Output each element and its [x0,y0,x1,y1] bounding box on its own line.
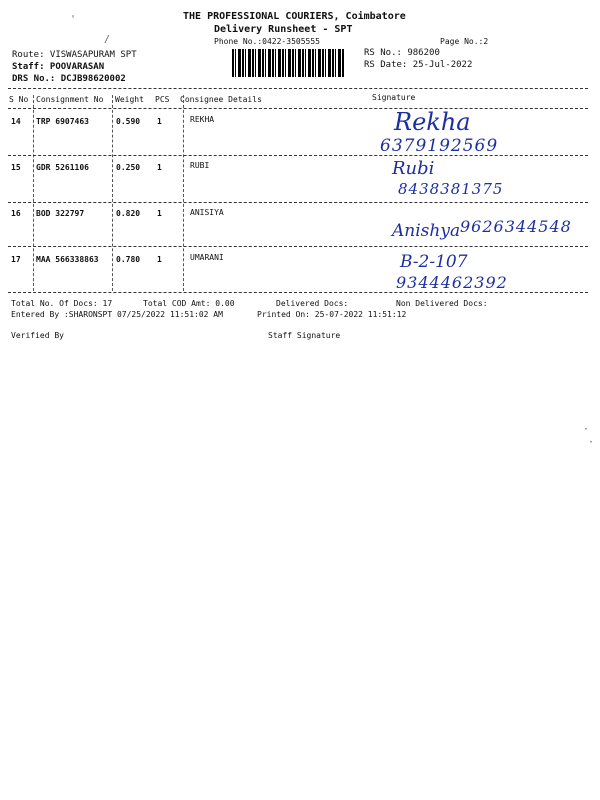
row-weight: 0.820 [116,209,141,218]
route: Route: VISWASAPURAM SPT [12,50,137,60]
table-top-rule [8,88,588,89]
scan-mark: ' [70,14,77,25]
row-consignee: ANISIYA [190,208,224,217]
row-pcs: 1 [157,163,162,172]
row-separator [8,155,588,156]
row-sno: 14 [11,117,21,126]
row-consignment: TRP 6907463 [36,117,89,126]
signature-phone: 9626344548 [460,217,572,236]
non-delivered-docs: Non Delivered Docs: [396,299,488,308]
row-weight: 0.250 [116,163,141,172]
row-consignment: GDR 5261106 [36,163,89,172]
col-sno: S No [9,95,29,104]
signature-phone: 6379192569 [380,136,499,156]
runsheet-title: Delivery Runsheet - SPT [214,24,353,35]
signature-phone: 8438381375 [398,180,504,198]
signature-name: B-2-107 [400,252,468,272]
col-weight: Weight [115,95,144,104]
row-sno: 16 [11,209,21,218]
row-consignment: MAA 566338863 [36,255,99,264]
signature-phone: 9344462392 [396,273,508,292]
column-divider [33,95,34,291]
staff: Staff: POOVARASAN [12,62,105,72]
total-cod: Total COD Amt: 0.00 [143,299,235,308]
barcode [232,49,344,77]
col-pcs: PCS [155,95,170,104]
header-rule [8,108,588,109]
drs-number: DRS No.: DCJB98620002 [12,74,126,84]
col-consignment: Consignment No [36,95,104,104]
phone-number: Phone No.:0422-3505555 [214,37,320,46]
row-consignee: REKHA [190,115,215,124]
entered-by: Entered By :SHARONSPT 07/25/2022 11:51:02 AM [11,310,223,319]
row-pcs: 1 [157,117,162,126]
row-separator [8,246,588,247]
col-signature: Signature [372,93,416,102]
row-consignment: BOD 322797 [36,209,85,218]
row-weight: 0.780 [116,255,141,264]
total-docs: Total No. Of Docs: 17 [11,299,113,308]
row-sno: 17 [11,255,21,264]
row-separator [8,202,588,203]
col-consignee: Consignee Details [180,95,262,104]
row-pcs: 1 [157,209,162,218]
staff-signature: Staff Signature [268,331,341,340]
scan-mark: · [583,424,590,435]
delivered-docs: Delivered Docs: [276,299,349,308]
row-weight: 0.590 [116,117,141,126]
signature-name: Rekha [394,108,471,136]
rs-date: RS Date: 25-Jul-2022 [364,60,473,70]
scan-mark: / [104,34,111,45]
verified-by: Verified By [11,331,64,340]
row-consignee: UMARANI [190,253,224,262]
company-name: THE PROFESSIONAL COURIERS, Coimbatore [183,11,406,22]
table-bottom-rule [8,292,588,293]
row-consignee: RUBI [190,161,210,170]
rs-number: RS No.: 986200 [364,48,440,58]
printed-on: Printed On: 25-07-2022 11:51:12 [257,310,407,319]
column-divider [112,95,113,291]
signature-name: Rubi [392,158,435,179]
row-sno: 15 [11,163,21,172]
page-number: Page No.:2 [440,37,489,46]
scan-mark: · [588,437,595,448]
signature-name: Anishya [392,221,461,241]
row-pcs: 1 [157,255,162,264]
column-divider [183,95,184,291]
